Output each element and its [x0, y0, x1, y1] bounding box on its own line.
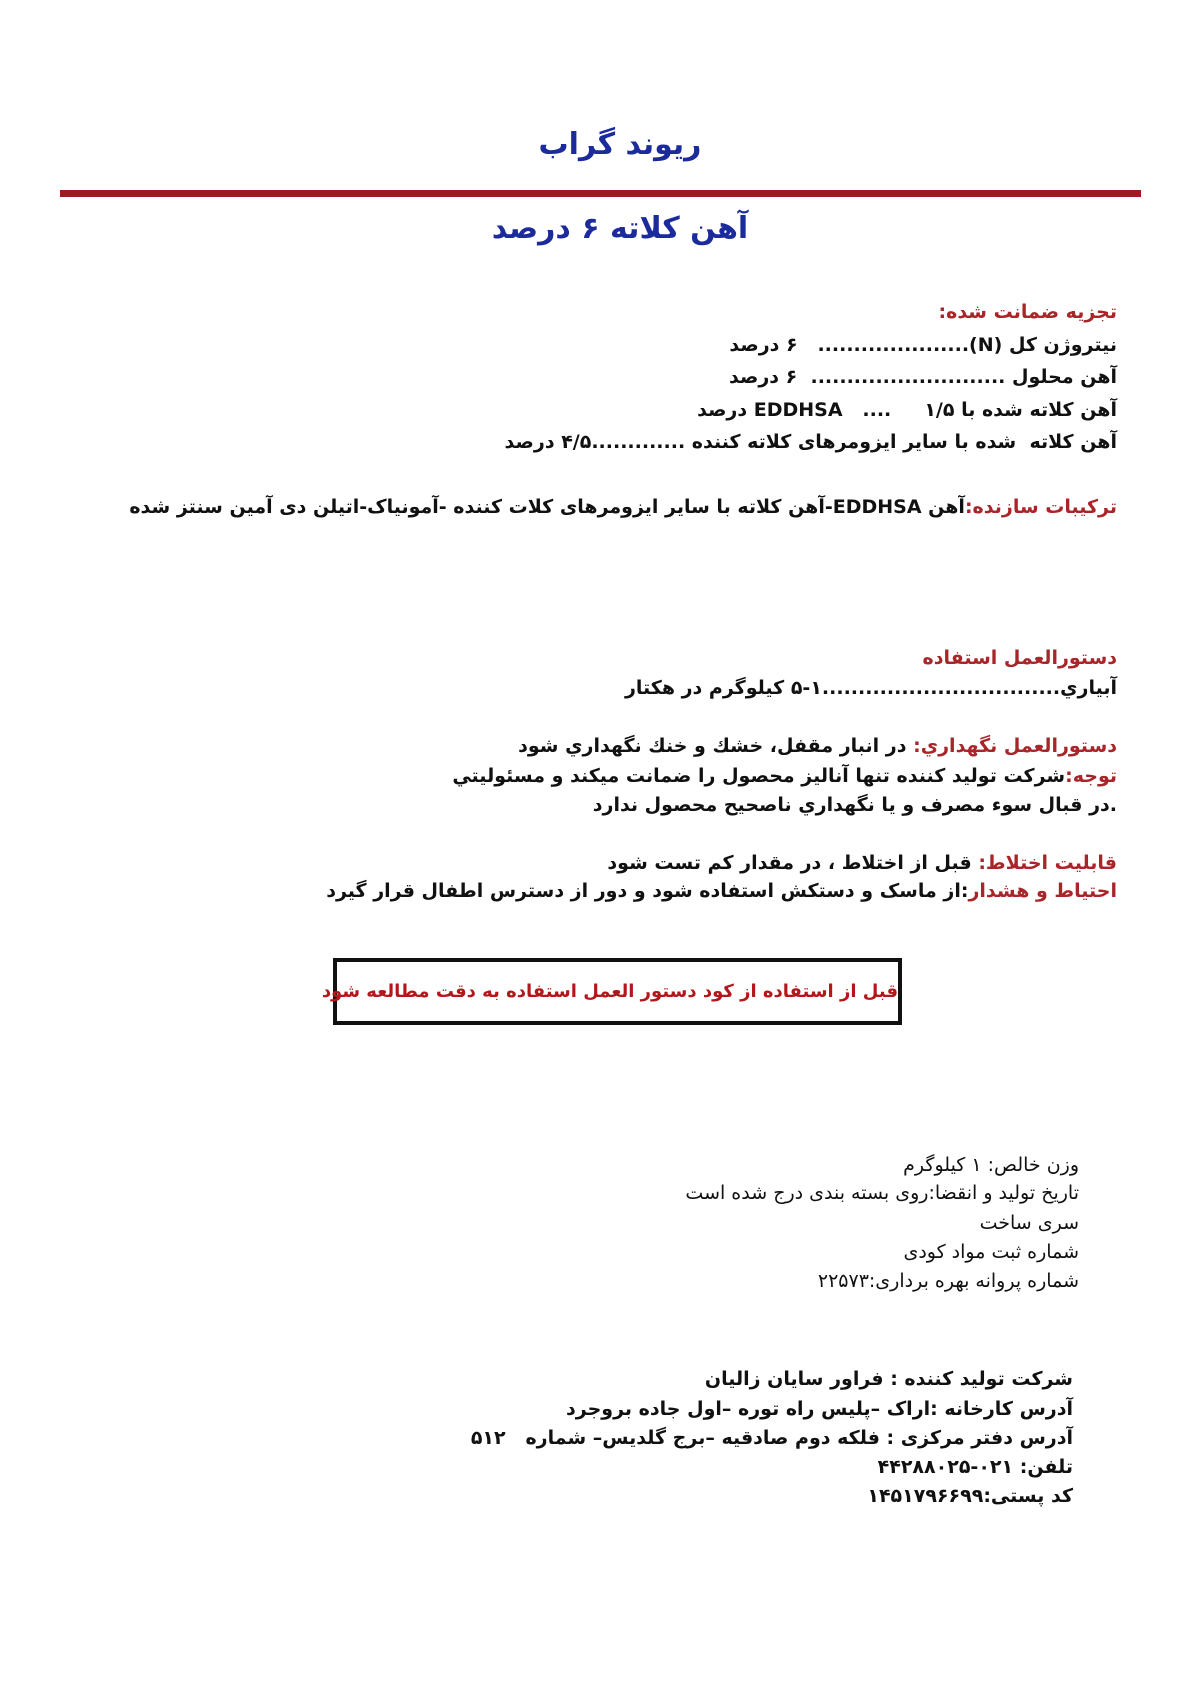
composition-row [129, 492, 1117, 522]
production-expiry-date: تاریخ تولید و انقضا:روی بسته بندی درج شده است [685, 1182, 1079, 1204]
note-text-line1: شركت توليد كننده تنها آناليز محصول را ضمانت ميكند و مسئوليتي [452, 765, 1066, 787]
analysis-item-soluble-iron: آهن محلول ........................... ۶ درصد [729, 366, 1117, 388]
analysis-item-eddhsa-iron: آهن کلاته شده با EDDHSA .... ۱/۵ درصد [697, 399, 1117, 421]
batch-number: سری ساخت [979, 1212, 1079, 1234]
warning-text: قبل از استفاده از كود دستور العمل استفاده به دقت مطالعه شود [321, 981, 898, 1002]
factory-address: آدرس کارخانه :اراک –پلیس راه توره –اول جاده بروجرد [566, 1398, 1073, 1420]
fertilizer-registration-number: شماره ثبت مواد کودی [903, 1241, 1079, 1263]
irrigation-dosage: آبیاري.................................۱-۵ کیلوگرم در هکتار [624, 677, 1117, 699]
brand-title: ریوند گراب [538, 127, 702, 162]
compatibility-label: قابلیت اختلاط: [978, 852, 1117, 874]
phone-number: تلفن: ۰۲۱-۴۴۲۸۸۰۲۵ [877, 1456, 1073, 1478]
net-weight: وزن خالص: ۱ کیلوگرم [903, 1154, 1079, 1176]
compatibility-text: قبل از اختلاط ، در مقدار کم تست شود [607, 852, 972, 874]
note-text-line2: .در قبال سوء مصرف و يا نگهداري ناصحيح محصول ندارد [592, 794, 1117, 816]
composition-label: ترکیبات سازنده: [964, 496, 1117, 518]
warning-box [321, 958, 902, 1025]
usage-heading: دستورالعمل استفاده [922, 647, 1117, 669]
head-office-address: آدرس دفتر مرکزی : فلکه دوم صادقیه –برج گلدیس– شماره ۵۱۲ [470, 1427, 1073, 1449]
header-divider [60, 190, 1141, 197]
manufacturer-name: شرکت تولید کننده : فراور سایان زالیان [704, 1368, 1073, 1390]
analysis-item-other-isomers-iron: آهن کلاته شده با سایر ایزومرهای کلاته کننده .............۴/۵ درصد [504, 431, 1117, 453]
storage-text: در انبار مقفل، خشك و خنك نگهداري شود [518, 735, 907, 757]
guaranteed-analysis-heading: تجزیه ضمانت شده: [938, 301, 1117, 323]
operating-license-number: شماره پروانه بهره برداری:۲۲۵۷۳ [817, 1270, 1079, 1292]
composition-text: آهن EDDHSA-آهن کلاته با سایر ایزومرهای کلات کننده -آمونیاک-اتیلن دی آمین سنتز شده [129, 496, 965, 518]
storage-row [518, 731, 1117, 761]
note-row [452, 761, 1117, 791]
caution-label: احتیاط و هشدار [968, 880, 1117, 902]
product-title: آهن کلاته ۶ درصد [491, 211, 749, 246]
caution-text: :از ماسک و دستکش استفاده شود و دور از دسترس اطفال قرار گیرد [326, 880, 969, 902]
postal-code: کد پستی:۱۴۵۱۷۹۶۶۹۹ [867, 1485, 1073, 1507]
compatibility-row [607, 848, 1117, 878]
note-label: توجه: [1065, 765, 1117, 787]
analysis-item-total-nitrogen: نیتروژن کل (N)..................... ۶ درصد [729, 334, 1117, 356]
storage-label: دستورالعمل نگهداري: [913, 735, 1117, 757]
caution-row [326, 876, 1117, 906]
